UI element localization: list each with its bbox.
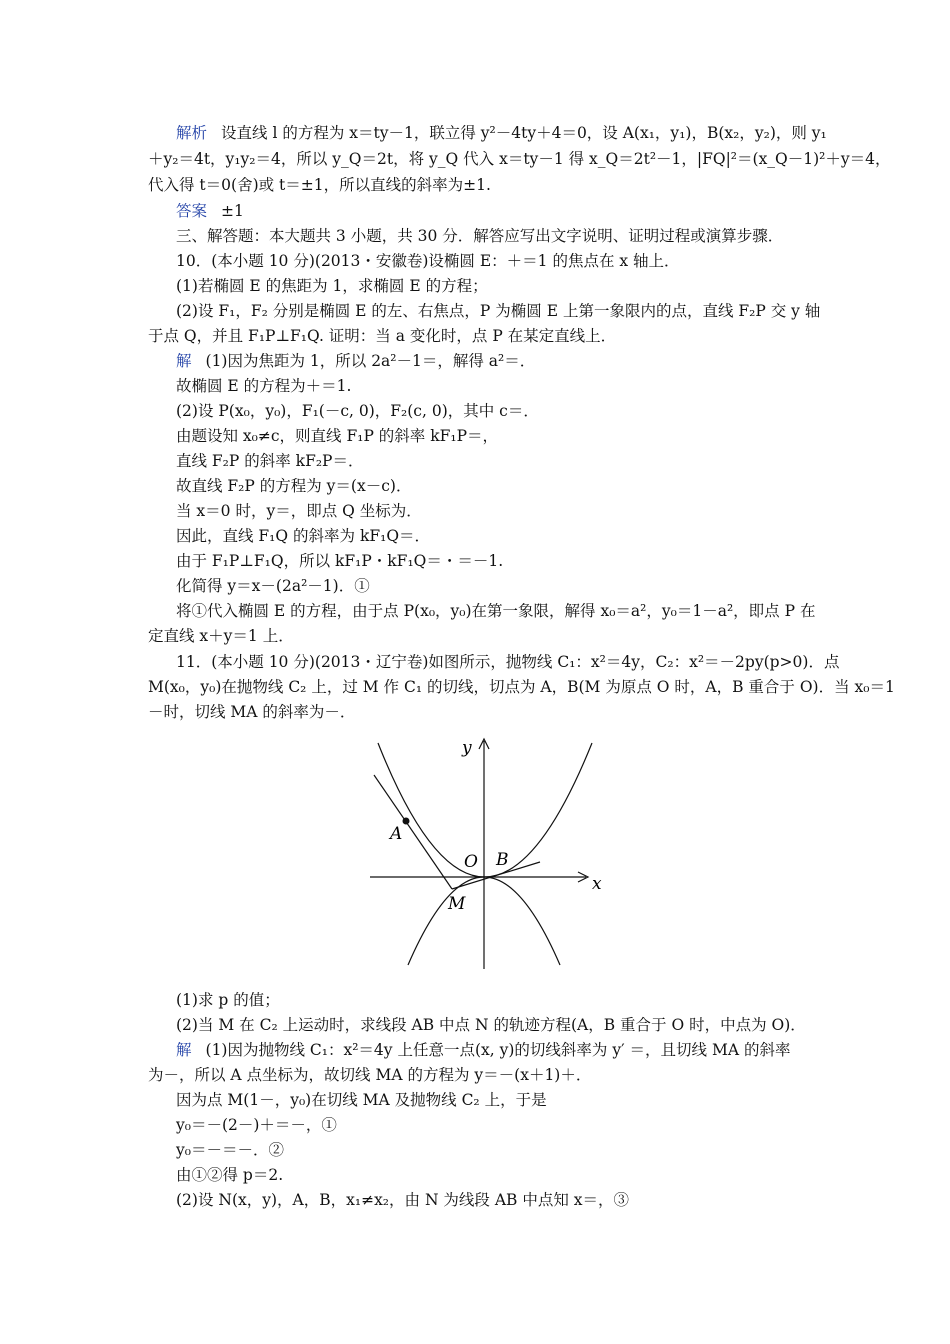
q11-solution-line-7: (2)设 N(x，y)，A，B，x₁≠x₂，由 N 为线段 AB 中点知 x＝，③ — [176, 1191, 630, 1209]
analysis-label: 解析 — [176, 124, 208, 142]
q11-solution-line-4: y₀＝－(2－)＋＝－，① — [176, 1116, 337, 1134]
q10-solution-line-2: 故椭圆 E 的方程为＋＝1. — [176, 377, 352, 395]
x-axis-label: x — [592, 874, 602, 894]
q11-solution-line-2: 为－，所以 A 点坐标为，故切线 MA 的方程为 y＝－(x＋1)＋． — [148, 1066, 592, 1084]
point-m-label: M — [448, 894, 466, 914]
q11-stem-line-2: M(x₀，y₀)在抛物线 C₂ 上，过 M 作 C₁ 的切线，切点为 A，B(M 为原点 O 时，A，B 重合于 O)．当 x₀＝1 — [148, 678, 895, 696]
q11-solution-line-5: y₀＝－＝－．② — [176, 1141, 284, 1159]
parabola-figure — [360, 735, 620, 975]
q11-solution-line-6: 由①②得 p＝2. — [176, 1166, 284, 1184]
origin-label: O — [464, 852, 478, 872]
q10-part-1: (1)若椭圆 E 的焦距为 1，求椭圆 E 的方程； — [176, 277, 488, 295]
q10-part-2-line-2: 于点 Q，并且 F₁P⊥F₁Q. 证明：当 a 变化时，点 P 在某定直线上． — [148, 327, 617, 345]
q10-solution-line-9: 由于 F₁P⊥F₁Q，所以 kF₁P・kF₁Q＝・＝－1. — [176, 552, 504, 570]
tangent-line-ma — [374, 775, 452, 889]
answer-value: ±1 — [221, 202, 244, 220]
q10-solution-label: 解 — [176, 352, 192, 370]
q10-solution-line-6: 故直线 F₂P 的方程为 y＝(x－c)． — [176, 477, 412, 495]
point-b-label: B — [496, 850, 509, 870]
section-heading: 三、解答题：本大题共 3 小题，共 30 分．解答应写出文字说明、证明过程或演算步骤． — [176, 227, 784, 245]
answer-line — [176, 201, 244, 221]
q11-solution-line-3: 因为点 M(1－，y₀)在切线 MA 及抛物线 C₂ 上，于是 — [176, 1091, 547, 1109]
q11-solution-line-1: 解 (1)因为抛物线 C₁：x²＝4y 上任意一点(x, y)的切线斜率为 y′ ＝，且切线 MA 的斜率 — [176, 1041, 791, 1059]
analysis-line-1: 解析 设直线 l 的方程为 x＝ty－1，联立得 y²－4ty＋4＝0，设 A(x₁，y₁)，B(x₂，y₂)，则 y₁ — [176, 124, 827, 142]
q10-part-2-line-1: (2)设 F₁，F₂ 分别是椭圆 E 的左、右焦点，P 为椭圆 E 上第一象限内的点，直线 F₂P 交 y 轴 — [176, 302, 821, 320]
q11-stem-line-1: 11．(本小题 10 分)(2013・辽宁卷)如图所示，抛物线 C₁：x²＝4y，C₂：x²＝－2py(p>0)．点 — [176, 653, 840, 671]
answer-label: 答案 — [176, 202, 208, 220]
q10-solution-line-12: 定直线 x＋y＝1 上． — [148, 627, 294, 645]
analysis-line-3: 代入得 t＝0(舍)或 t＝±1，所以直线的斜率为±1. — [148, 176, 491, 194]
y-axis-label: y — [462, 738, 472, 758]
q11-stem-line-3: －时，切线 MA 的斜率为－． — [148, 703, 356, 721]
q11-part-2: (2)当 M 在 C₂ 上运动时，求线段 AB 中点 N 的轨迹方程(A，B 重合于 O 时，中点为 O)． — [176, 1016, 806, 1034]
q10-solution-line-3: (2)设 P(x₀，y₀)，F₁(－c, 0)，F₂(c, 0)，其中 c＝． — [176, 402, 539, 420]
analysis-line-2: ＋y₂＝4t，y₁y₂＝4，所以 y_Q＝2t，将 y_Q 代入 x＝ty－1 得 x_Q＝2t²－1，|FQ|²＝(x_Q－1)²＋y＝4， — [148, 150, 891, 168]
q10-stem: 10．(本小题 10 分)(2013・安徽卷)设椭圆 E：＋＝1 的焦点在 x 轴上． — [176, 252, 680, 270]
q10-solution-line-8: 因此，直线 F₁Q 的斜率为 kF₁Q＝． — [176, 527, 431, 545]
q11-part-1: (1)求 p 的值； — [176, 991, 280, 1009]
q10-solution-line-4: 由题设知 x₀≠c，则直线 F₁P 的斜率 kF₁P＝， — [176, 427, 499, 445]
q10-solution-line-7: 当 x＝0 时，y＝，即点 Q 坐标为． — [176, 502, 422, 520]
q10-solution-line-5: 直线 F₂P 的斜率 kF₂P＝． — [176, 452, 364, 470]
q10-solution-line-11: 将①代入椭圆 E 的方程，由于点 P(x₀，y₀)在第一象限，解得 x₀＝a²，y₀＝1－a²，即点 P 在 — [176, 602, 816, 620]
point-a-marker — [403, 818, 410, 825]
parabola-c1 — [378, 743, 592, 877]
q11-solution-label: 解 — [176, 1041, 192, 1059]
point-a-label: A — [390, 824, 403, 844]
q10-solution-line-10: 化简得 y＝x－(2a²－1)．① — [176, 577, 370, 595]
q10-solution-line-1: 解 (1)因为焦距为 1，所以 2a²－1＝，解得 a²＝． — [176, 352, 536, 370]
